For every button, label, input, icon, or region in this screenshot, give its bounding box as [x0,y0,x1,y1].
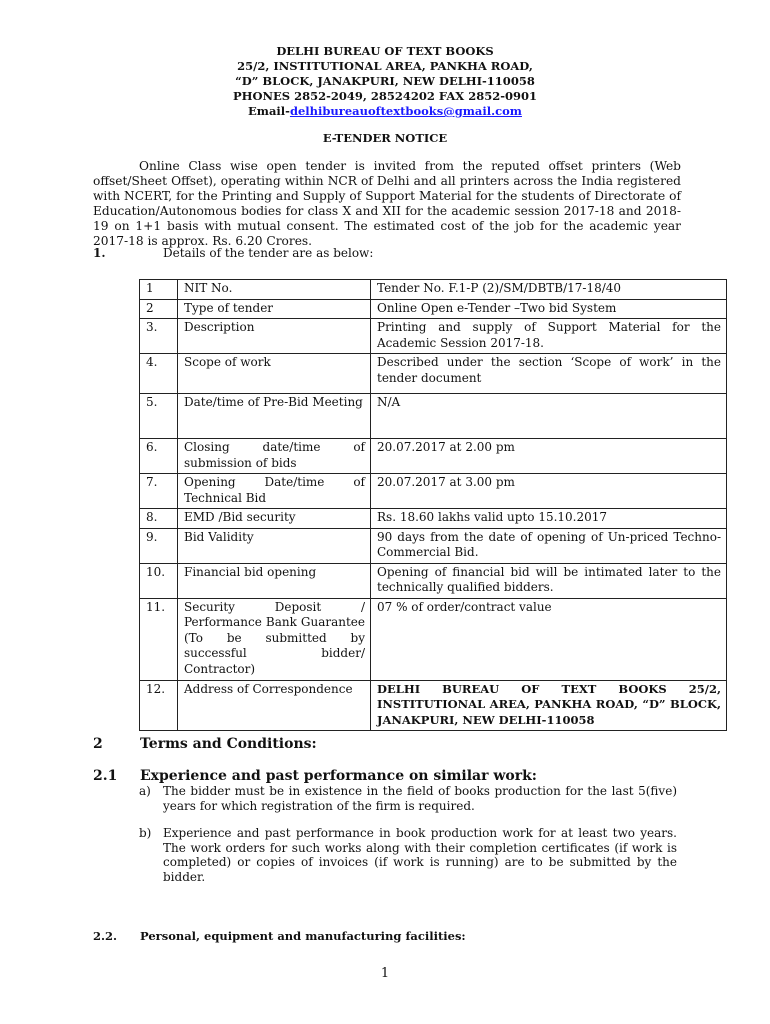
row-label: Type of tender [178,299,371,319]
row-value: Described under the section ‘Scope of work’ in the tender document [371,354,727,394]
row-label: EMD /Bid security [178,509,371,529]
table-row [140,439,727,474]
section-2-1-number: 2.1 [93,768,118,784]
row-value: Online Open e-Tender –Two bid System [371,299,727,319]
org-address-line1: 25/2, INSTITUTIONAL AREA, PANKHA ROAD, [237,59,533,73]
row-number: 9. [140,528,178,563]
row-value: 07 % of order/contract value [371,598,727,680]
table-row [140,474,727,509]
row-label: Scope of work [178,354,371,394]
list-item-b-label: b) [139,826,152,840]
row-label: NIT No. [178,280,371,300]
notice-title: E-TENDER NOTICE [322,131,448,145]
row-value: 20.07.2017 at 2.00 pm [371,439,727,474]
org-address-line2: “D” BLOCK, JANAKPURI, NEW DELHI-110058 [235,74,535,88]
row-number: 11. [140,598,178,680]
table-row [140,563,727,598]
tender-details-table [139,279,727,731]
list-item-a-label: a) [139,784,151,798]
row-number: 2 [140,299,178,319]
row-label: Bid Validity [178,528,371,563]
row-number: 12. [140,680,178,731]
row-number: 8. [140,509,178,529]
row-value: N/A [371,394,727,439]
org-email-line [0,104,770,119]
row-label: Description [178,319,371,354]
table-row [140,680,727,731]
list-item-a-text: The bidder must be in existence in the field of books production for the last 5(five) years for which registration of the firm is required. [163,784,677,813]
page-number: 1 [380,966,390,981]
row-value: Printing and supply of Support Material for the Academic Session 2017-18. [371,319,727,354]
email-link[interactable]: delhibureauoftextbooks@gmail.com [289,104,522,118]
list-item-b-text: Experience and past performance in book production work for at least two years. The work orders for such works along with their completion certificates (if work is completed) or copies of invoices (if work is running) are to be submitted by the bidder. [163,826,677,884]
row-label: Date/time of Pre-Bid Meeting [178,394,371,439]
table-row [140,394,727,439]
section-2-2-heading [93,929,466,943]
section-2-2-title: Personal, equipment and manufacturing facilities: [140,929,466,943]
row-label: Opening Date/time of Technical Bid [178,474,371,509]
section-2-number: 2 [93,736,103,752]
email-label: Email- [248,104,290,118]
letterhead [0,44,770,119]
row-number: 6. [140,439,178,474]
list-item-b [139,826,677,884]
table-row [140,354,727,394]
table-row [140,509,727,529]
row-label: Closing date/time of submission of bids [178,439,371,474]
table-row [140,280,727,300]
row-number: 7. [140,474,178,509]
intro-text: Online Class wise open tender is invited from the reputed offset printers (Web offset/Sheet Offset), operating within NCR of Delhi and all printers across the India registered with NCERT, for the Printing and Supply of Support Material for the students of Directorate of Education/Autonomous bodies for class X and XII for the academic session 2017-18 and 2018-19 on 1+1 basis with mutual consent. The estimated cost of the job for the academic year 2017-18 is approx. Rs. 6.20 Crores. [93,159,681,248]
row-number: 3. [140,319,178,354]
row-label: Financial bid opening [178,563,371,598]
org-name: DELHI BUREAU OF TEXT BOOKS [276,44,494,58]
row-value: DELHI BUREAU OF TEXT BOOKS 25/2, INSTITUTIONAL AREA, PANKHA ROAD, “D” BLOCK, JANAKPURI, NEW DELHI-110058 [371,680,727,731]
section-1-text: Details of the tender are as below: [163,246,374,260]
list-item-a [139,784,677,813]
intro-paragraph [93,159,681,249]
table-row [140,319,727,354]
row-number: 1 [140,280,178,300]
row-label: Security Deposit / Performance Bank Guarantee (To be submitted by successful bidder/ Contractor) [178,598,371,680]
org-phones: PHONES 2852-2049, 28524202 FAX 2852-0901 [232,89,538,103]
row-number: 4. [140,354,178,394]
section-1-number: 1. [93,246,106,260]
row-value: Tender No. F.1-P (2)/SM/DBTB/17-18/40 [371,280,727,300]
table-row [140,598,727,680]
section-2-1-heading [93,768,537,784]
row-value: 90 days from the date of opening of Un-priced Techno-Commercial Bid. [371,528,727,563]
section-2-1-title: Experience and past performance on similar work: [140,768,537,784]
section-2-title: Terms and Conditions: [140,736,317,752]
row-value: 20.07.2017 at 3.00 pm [371,474,727,509]
row-number: 10. [140,563,178,598]
row-label: Address of Correspondence [178,680,371,731]
table-row [140,528,727,563]
row-number: 5. [140,394,178,439]
table-row [140,299,727,319]
row-value: Opening of financial bid will be intimated later to the technically qualified bidders. [371,563,727,598]
row-value: Rs. 18.60 lakhs valid upto 15.10.2017 [371,509,727,529]
section-2-2-number: 2.2. [93,929,118,943]
section-2-heading [93,736,317,752]
